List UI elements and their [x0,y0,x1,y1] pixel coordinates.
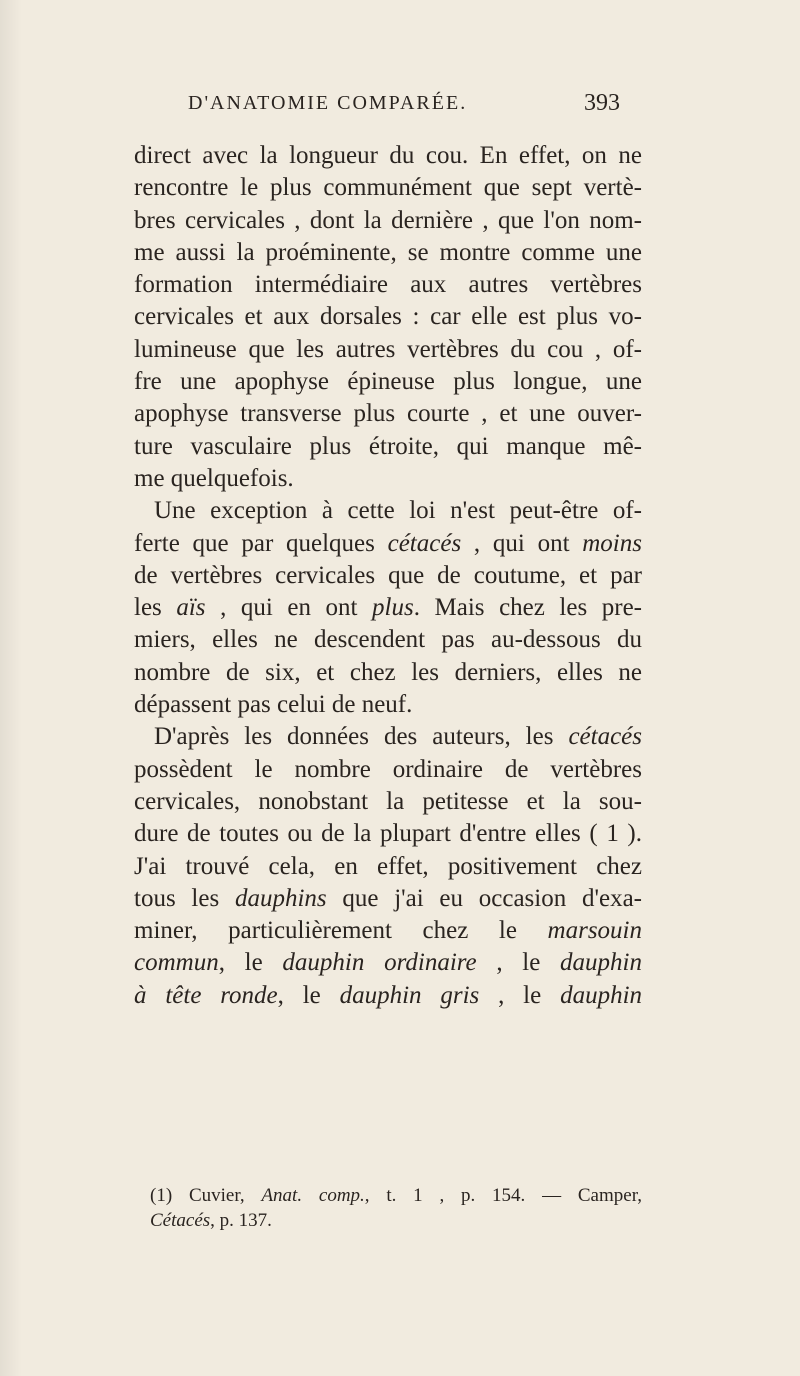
text-line: direct avec la longueur du cou. En effet, on ne [134,142,642,169]
text-line: nombre de six, et chez les derniers, elles ne [134,658,642,686]
text-line: formation intermédiaire aux autres vertèbres [134,271,642,299]
text-line: à tête ronde, le dauphin gris , le dauphin [134,981,643,1009]
text-line: bres cervicales , dont la dernière , que l'on nom- [134,206,642,234]
text-line: cervicales, nonobstant la petitesse et la sou- [134,787,642,815]
text-line: apophyse transverse plus courte , et une ouver- [134,400,642,428]
text-line: miner, particulièrement chez le marsouin [134,917,642,945]
text-line: J'ai trouvé cela, en effet, positivement chez [134,852,642,880]
text-line: fre une apophyse épineuse plus longue, une [134,368,642,396]
text-line: possèdent le nombre ordinaire de vertèbres [134,755,642,783]
text-line: de vertèbres cervicales que de coutume, et par [134,561,642,589]
running-title: D'ANATOMIE COMPARÉE. [188,92,468,114]
text-line: miers, elles ne descendent pas au-dessous du [134,626,642,654]
text-line: ferte que par quelques cétacés , qui ont moins [134,529,642,557]
text-line: me aussi la proéminente, se montre comme une [134,238,642,266]
main-text [134,140,642,1012]
text-line: D'après les données des auteurs, les cétacés [154,723,642,751]
text-line: Une exception à cette loi n'est peut-être of- [154,497,642,525]
footnote [150,1183,642,1233]
text-line: dépassent pas celui de neuf. [134,691,413,719]
text-line: me quelquefois. [134,464,294,492]
text-line: dure de toutes ou de la plupart d'entre elles ( 1 ). [134,820,642,848]
text-line: cervicales et aux dorsales : car elle est plus vo- [134,303,642,331]
text-line: ture vasculaire plus étroite, qui manque mê- [134,432,642,460]
text-line: commun, le dauphin ordinaire , le dauphin [134,949,642,977]
text-line: lumineuse que les autres vertèbres du cou , of- [134,335,642,363]
page-number: 393 [584,90,620,116]
footnote-line: Cétacés, p. 137. [150,1210,272,1231]
text-line: les aïs , qui en ont plus. Mais chez les pre- [134,594,642,622]
page-header [188,90,620,122]
footnote-line: (1) Cuvier, Anat. comp., t. 1 , p. 154. — Camper, [150,1185,643,1206]
text-line: rencontre le plus communément que sept vertè- [134,174,642,202]
text-line: tous les dauphins que j'ai eu occasion d'exa- [134,884,643,912]
